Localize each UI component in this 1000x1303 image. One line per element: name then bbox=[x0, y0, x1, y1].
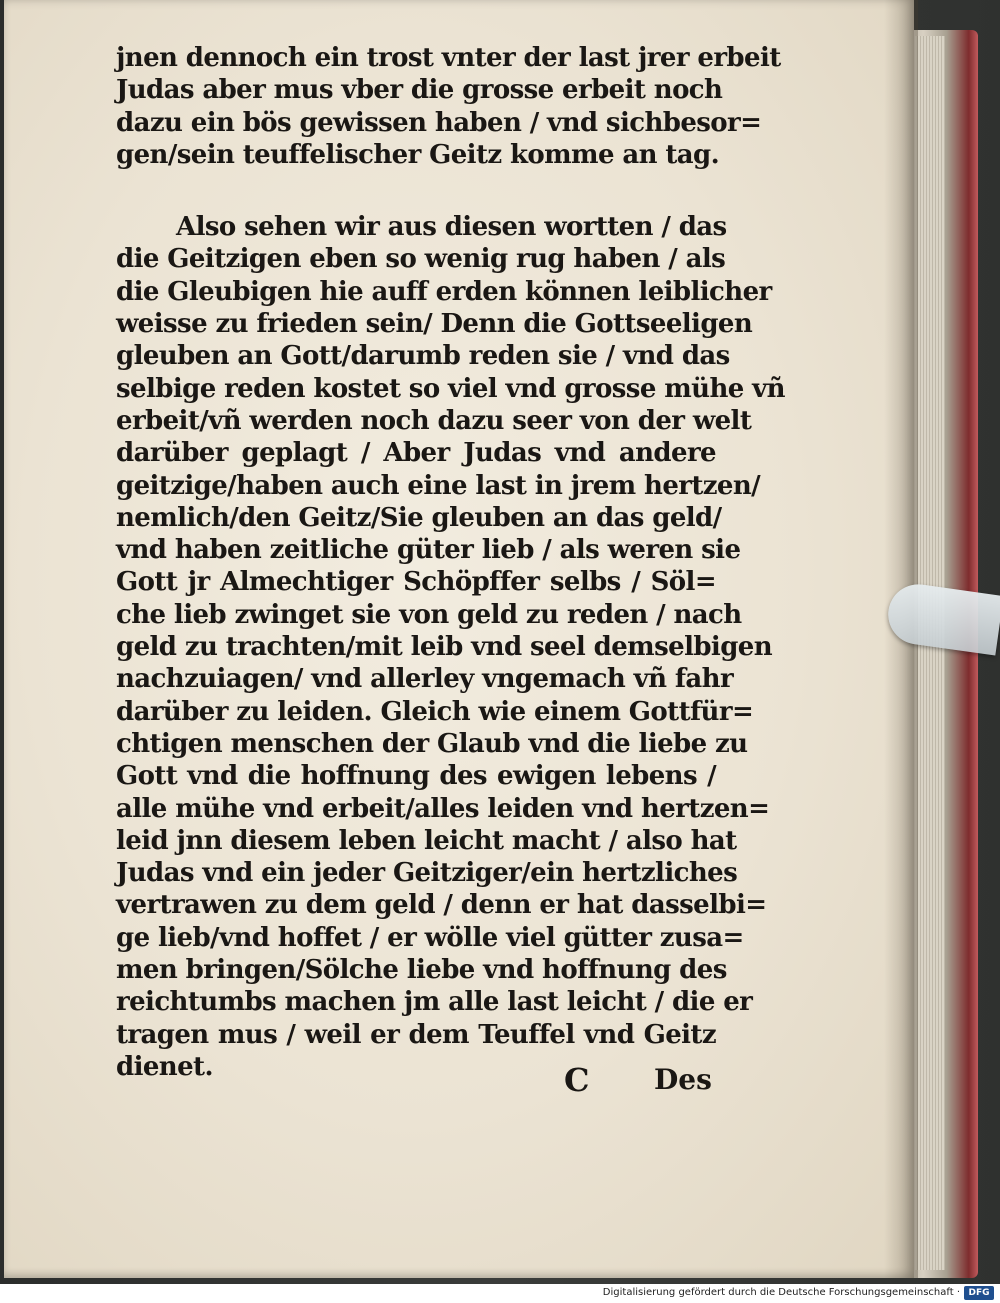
text-line: die Geitzigen eben so wenig rug haben / als bbox=[116, 244, 726, 275]
text-line: che lieb zwinget sie von geld zu reden / nach bbox=[116, 599, 742, 630]
text-line: chtigen menschen der Glaub vnd die liebe zu bbox=[116, 728, 748, 759]
signature-mark: C bbox=[564, 1061, 590, 1099]
text-line: Judas vnd ein jeder Geitziger/ein hertzliches bbox=[116, 858, 738, 889]
funding-credit: Digitalisierung gefördert durch die Deutsche Forschungsgemeinschaft · bbox=[602, 1287, 960, 1298]
text-line: reichtumbs machen jm alle last leicht / die er bbox=[116, 987, 753, 1018]
text-line: tragen mus / weil er dem Teuffel vnd Geitz bbox=[116, 1019, 716, 1050]
text-line: Gott jr Almechtiger Schöpffer selbs / Söl= bbox=[116, 567, 716, 598]
text-line: erbeit/vñ werden noch dazu seer von der welt bbox=[116, 405, 752, 436]
text-line: jnen dennoch ein trost vnter der last jrer erbeit bbox=[116, 43, 781, 73]
bleed-through-text bbox=[104, 118, 112, 148]
footer-bar bbox=[0, 1284, 1000, 1303]
text-line: nemlich/den Geitz/Sie gleuben an das geld/ bbox=[116, 502, 722, 533]
dfg-logo: DFG bbox=[964, 1286, 994, 1300]
text-line: leid jnn diesem leben leicht macht / also hat bbox=[116, 825, 737, 856]
text-line: men bringen/Sölche liebe vnd hoffnung des bbox=[116, 955, 727, 986]
text-line: Gott vnd die hoffnung des ewigen lebens / bbox=[116, 761, 716, 792]
text-line: darüber geplagt / Aber Judas vnd andere bbox=[116, 438, 716, 469]
main-text-block bbox=[116, 42, 785, 1083]
page-stack-edge bbox=[915, 36, 945, 1270]
book-page bbox=[4, 0, 914, 1278]
text-line: selbige reden kostet so viel vnd grosse mühe vñ bbox=[116, 373, 785, 404]
text-line: ge lieb/vnd hoffet / er wölle viel gütter zusa= bbox=[116, 922, 744, 953]
text-line: weisse zu frieden sein/ Denn die Gottseeligen bbox=[116, 309, 753, 340]
text-line: alle mühe vnd erbeit/alles leiden vnd hertzen= bbox=[116, 793, 770, 824]
text-line: die Gleubigen hie auff erden können leiblicher bbox=[116, 276, 772, 307]
text-line: vertrawen zu dem geld / denn er hat dasselbi= bbox=[116, 890, 767, 921]
text-line: Also sehen wir aus diesen wortten / das bbox=[176, 212, 727, 243]
text-line: geitzige/haben auch eine last in jrem hertzen/ bbox=[116, 470, 761, 501]
text-line: vnd haben zeitliche güter lieb / als weren sie bbox=[116, 535, 741, 566]
text-line: nachzuiagen/ vnd allerley vngemach vñ fahr bbox=[116, 664, 734, 695]
text-line: gleuben an Gott/darumb reden sie / vnd das bbox=[116, 341, 730, 372]
text-line: darüber zu leiden. Gleich wie einem Gottfür= bbox=[116, 696, 754, 727]
text-line: gen/sein teuffelischer Geitz komme an tag. bbox=[116, 139, 720, 170]
text-line: Judas aber mus vber die grosse erbeit noch bbox=[116, 75, 723, 106]
text-line: dazu ein bös gewissen haben / vnd sichbesor= bbox=[116, 107, 762, 138]
catchword: Des bbox=[654, 1063, 712, 1096]
text-line: dienet. bbox=[116, 1051, 213, 1082]
text-line: geld zu trachten/mit leib vnd seel demselbigen bbox=[116, 632, 773, 663]
paragraph-gap bbox=[116, 171, 716, 211]
